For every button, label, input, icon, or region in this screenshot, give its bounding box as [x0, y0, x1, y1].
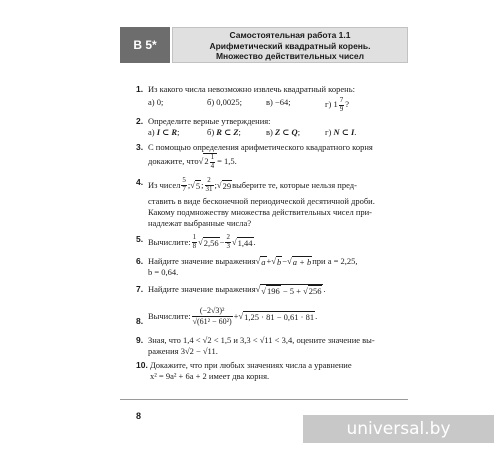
option-d: г) N ⊂ I.	[325, 127, 357, 137]
question-line-2: b = 0,64.	[148, 267, 179, 277]
section-title	[172, 27, 408, 63]
question-7	[136, 284, 408, 296]
question-number: 10.	[136, 360, 148, 370]
question-line-1: Из чисел $\frac{5}{7}$ ; √ 5 ; $\frac{2}{31}$ ; √ 29 выберите те, которые нельзя пред-	[148, 176, 357, 193]
watermark: universal.by	[303, 415, 494, 443]
question-line-4: надлежат выбранные числа?	[148, 218, 252, 228]
question-3	[136, 142, 408, 170]
question-number: 5.	[136, 234, 144, 244]
question-5	[136, 234, 408, 250]
question-line-1: Зная, что 1,4 < √2 < 1,5 и 3,3 < √11 < 3,4, оцените значение вы-	[148, 335, 375, 345]
question-line-1: Докажите, что при любых значениях числа a уравнение	[150, 360, 352, 370]
title-line-3: Множество действительных чисел	[215, 51, 365, 61]
option-c: в) −64;	[266, 97, 291, 107]
option-b: б) 0,0025;	[207, 97, 243, 107]
question-line-1: С помощью определения арифметического квадратного корня	[148, 142, 373, 152]
option-b: б) R ⊂ Z;	[207, 127, 241, 137]
question-number: 4.	[136, 177, 144, 187]
question-4	[136, 177, 408, 229]
question-2	[136, 116, 408, 138]
question-number: 7.	[136, 284, 144, 294]
option-a: а) 0;	[148, 97, 164, 107]
question-line-2: ражения 3√2 − √11.	[148, 346, 218, 356]
page-number: 8	[136, 411, 142, 421]
question-line-2: x² = 9a² + 6a + 2 имеет два корня.	[150, 371, 270, 381]
question-number: 9.	[136, 335, 144, 345]
option-c: в) Z ⊂ Q;	[266, 127, 301, 137]
question-text: Найдите значение выражения √ √196 − 5 + √256 .	[148, 284, 326, 296]
title-line-1: Самостоятельная работа 1.1	[229, 30, 351, 40]
question-text: Определите верные утверждения:	[148, 116, 271, 126]
question-text: Вычислите: $\frac{1}{8}$ √ 2,56 − $\frac{2}{3}$ √ 1,44 .	[148, 233, 256, 250]
question-line-1: Найдите значение выражения √ a + √ b − √ a + b при a = 2,25,	[148, 256, 358, 267]
question-line-3: Какому подмножеству множества действительных чисел при-	[148, 207, 372, 217]
question-number: 2.	[136, 116, 144, 126]
question-text: Из какого числа невозможно извлечь квадратный корень:	[148, 84, 355, 94]
question-line-2: докажите, что √ 2 $\frac{1}{4}$ = 1,5.	[148, 153, 237, 170]
page-header	[120, 27, 408, 63]
footer-divider	[120, 399, 408, 400]
variant-badge: В 5*	[120, 27, 170, 63]
question-1	[136, 84, 408, 113]
textbook-page	[120, 27, 408, 439]
question-text: Вычислите: $\frac{\text{(−2√3)²}}{\text{√(61² − 60²)}}$ + √ 1,25 · 81 − 0,61 · 81 .	[148, 306, 318, 326]
question-line-2: ставить в виде бесконечной периодической десятичной дроби.	[148, 196, 375, 206]
question-6	[136, 256, 408, 278]
question-10	[136, 360, 408, 382]
question-8	[136, 306, 408, 327]
question-number: 1.	[136, 84, 144, 94]
option-a: а) I ⊂ R;	[148, 127, 180, 137]
question-number: 6.	[136, 256, 144, 266]
title-line-2: Арифметический квадратный корень.	[209, 40, 371, 51]
question-9	[136, 335, 408, 357]
question-number: 3.	[136, 142, 144, 152]
question-number: 8.	[136, 316, 144, 326]
option-d: г) 1 $\frac{7}{9}$ ?	[325, 96, 349, 113]
